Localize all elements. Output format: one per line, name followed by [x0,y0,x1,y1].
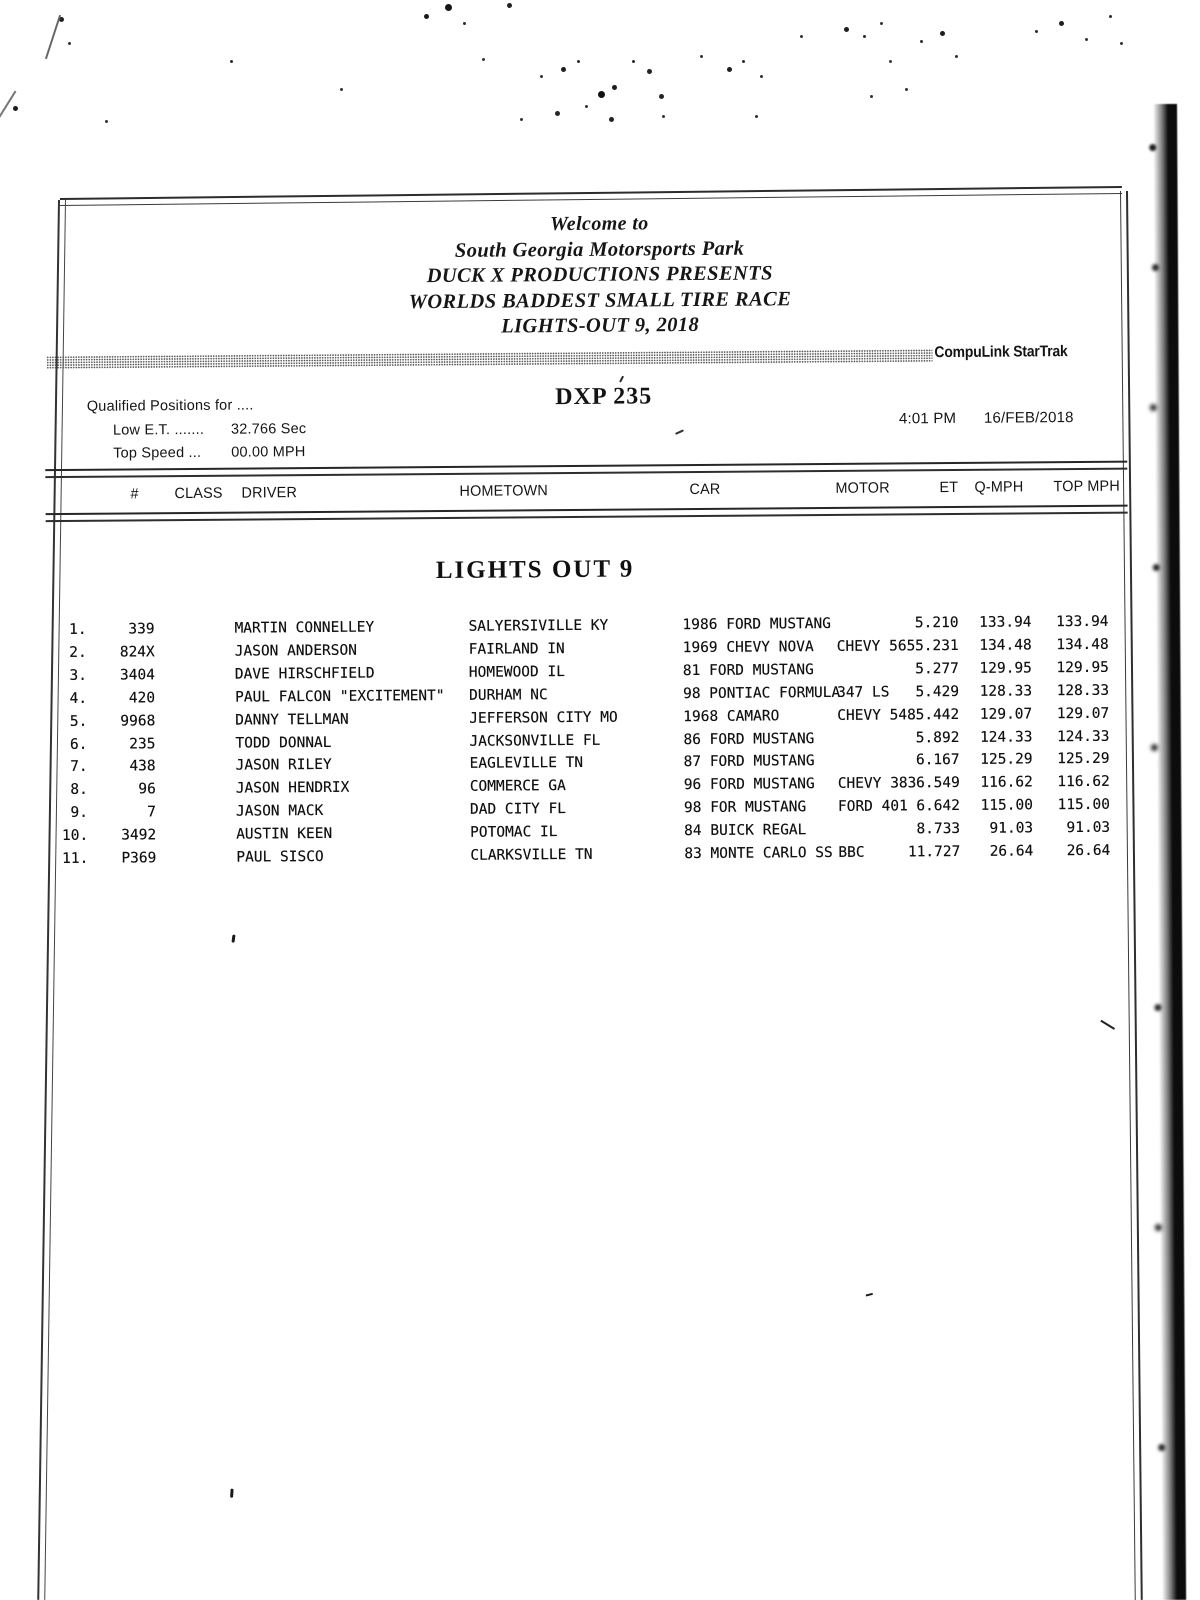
row-position: 11. [62,850,89,867]
qualifying-mph: 125.29 [980,751,1033,769]
title-line: DUCK X PRODUCTIONS PRESENTS [426,262,773,288]
qualifying-mph: 124.33 [979,728,1033,746]
top-mph: 125.29 [1057,751,1110,768]
elapsed-time: 5.210 [914,614,959,632]
car-description: 84 BUICK REGAL [684,822,807,840]
row-position: 3. [69,667,87,684]
qualifying-mph: 26.64 [989,843,1034,860]
col-header-topmph: TOP MPH [1053,477,1120,496]
row-position: 10. [61,827,89,845]
row-position: 5. [69,713,88,730]
section-title: LIGHTS OUT 9 [435,555,635,585]
top-mph: 91.03 [1066,819,1111,837]
elapsed-time: 11.727 [907,843,961,861]
motor-description: CHEVY 548 [837,706,916,724]
top-mph: 133.94 [1056,613,1109,631]
col-header-qmph: Q-MPH [974,478,1024,496]
motor-description: CHEVY 565 [836,638,916,655]
low-et-label: Low E.T. ....... [112,421,205,439]
driver-hometown: HOMEWOOD IL [468,663,565,681]
qualifying-mph: 133.94 [979,614,1032,631]
driver-name: DANNY TELLMAN [235,711,349,729]
col-header-number: # [130,485,139,503]
print-time: 4:01 PM [898,409,957,428]
print-date: 16/FEB/2018 [983,409,1074,427]
driver-hometown: POTOMAC IL [470,824,558,841]
top-mph: 128.33 [1056,682,1110,699]
qualifying-mph: 91.03 [989,820,1034,837]
elapsed-time: 5.429 [915,683,960,700]
driver-name: PAUL FALCON "EXCITEMENT" [235,687,445,706]
low-et-value: 32.766 Sec [230,421,307,438]
top-mph: 134.48 [1056,636,1109,654]
col-header-driver: DRIVER [241,484,298,502]
qualifying-mph: 116.62 [980,774,1033,792]
qualifying-mph: 128.33 [979,683,1033,700]
row-position: 4. [69,690,88,707]
driver-hometown: JEFFERSON CITY MO [469,709,618,727]
elapsed-time: 5.277 [915,660,959,678]
qualifying-mph: 129.07 [979,705,1033,723]
car-description: 98 PONTIAC FORMULA [683,684,841,702]
ink-speck [866,1293,873,1297]
driver-name: JASON MACK [235,803,324,820]
driver-name: PAUL SISCO [236,848,324,866]
top-mph: 129.95 [1056,659,1109,676]
car-description: 98 FOR MUSTANG [683,799,807,817]
car-number: 3404 [119,667,155,684]
car-description: 1968 CAMARO [683,707,780,725]
timing-system-watermark: CompuLink StarTrak [934,343,1068,362]
car-number: 96 [138,781,156,798]
col-header-et: ET [939,478,959,497]
motor-description: CHEVY 383 [837,775,917,793]
driver-name: JASON RILEY [235,757,332,775]
car-description: 1986 FORD MUSTANG [682,615,831,634]
driver-name: DAVE HIRSCHFIELD [234,665,375,683]
col-header-hometown: HOMETOWN [459,482,549,500]
ink-speck [230,1489,234,1498]
car-description: 96 FORD MUSTANG [683,776,815,794]
top-mph: 129.07 [1056,705,1110,722]
driver-name: JASON ANDERSON [234,642,358,660]
header-rule-top [45,461,1127,478]
car-description: 87 FORD MUSTANG [683,753,815,771]
col-header-motor: MOTOR [835,479,890,497]
session-code: DXP 235 [555,383,653,411]
event-title-block [57,207,1142,343]
row-position: 6. [69,736,88,753]
elapsed-time: 8.733 [916,821,961,838]
car-description: 81 FORD MUSTANG [682,661,814,679]
title-line: South Georgia Motorsports Park [454,237,745,262]
qualifying-mph: 115.00 [980,797,1034,814]
driver-name: MARTIN CONNELLEY [234,619,375,637]
elapsed-time: 5.892 [915,729,960,746]
car-number: 339 [128,621,155,638]
ink-speck [619,376,624,383]
halftone-divider-band [46,349,932,369]
row-position: 9. [70,804,89,822]
elapsed-time: 5.231 [914,637,959,655]
car-number: 438 [129,758,156,775]
car-description: 83 MONTE CARLO SS [684,844,833,863]
ink-speck [675,429,684,435]
row-position: 7. [70,759,88,776]
elapsed-time: 6.167 [915,752,960,769]
driver-hometown: SALYERSIVILLE KY [468,617,609,635]
car-description: 86 FORD MUSTANG [683,730,815,748]
driver-name: AUSTIN KEEN [236,825,333,843]
qualifying-mph: 129.95 [979,660,1032,677]
col-header-class: CLASS [174,484,223,503]
motor-description: FORD 401 [837,798,908,816]
ink-speck [1100,1020,1115,1030]
driver-hometown: EAGLEVILLE TN [469,755,584,773]
driver-name: TODD DONNAL [235,734,332,752]
car-number: 7 [147,804,157,821]
row-position: 8. [70,782,88,799]
header-rule-bottom [46,505,1128,522]
car-number: 235 [129,735,156,752]
car-number: 3492 [121,827,157,844]
car-number: 824X [119,644,155,661]
driver-name: JASON HENDRIX [235,780,350,797]
driver-hometown: DAD CITY FL [469,801,567,818]
row-position: 1. [69,621,87,638]
top-mph: 116.62 [1057,774,1110,791]
elapsed-time: 6.549 [916,775,960,792]
qualifying-mph: 134.48 [979,637,1032,654]
top-speed-value: 00.00 MPH [231,444,306,461]
elapsed-time: 5.442 [915,706,960,723]
driver-hometown: CLARKSVILLE TN [470,846,593,864]
top-mph: 115.00 [1057,796,1111,814]
col-header-car: CAR [689,480,721,499]
driver-hometown: DURHAM NC [469,686,548,704]
car-number: 420 [128,689,156,707]
ink-speck [231,934,235,942]
row-position: 2. [69,644,87,661]
top-speed-label: Top Speed ... [113,444,202,462]
title-line: Welcome to [549,212,649,236]
title-line: LIGHTS-OUT 9, 2018 [501,313,700,338]
driver-hometown: JACKSONVILLE FL [469,732,601,750]
car-number: 9968 [120,712,156,730]
motor-description: 347 LS [837,684,890,701]
car-description: 1969 CHEVY NOVA [682,638,814,657]
elapsed-time: 6.642 [916,798,961,815]
car-number: P369 [121,850,157,867]
motor-description: BBC [838,844,865,861]
title-line: WORLDS BADDEST SMALL TIRE RACE [408,287,792,313]
top-mph: 26.64 [1066,842,1111,860]
top-mph: 124.33 [1056,728,1110,745]
qualified-positions-label: Qualified Positions for .... [86,397,254,415]
driver-hometown: FAIRLAND IN [468,640,565,658]
driver-hometown: COMMERCE GA [469,778,566,796]
